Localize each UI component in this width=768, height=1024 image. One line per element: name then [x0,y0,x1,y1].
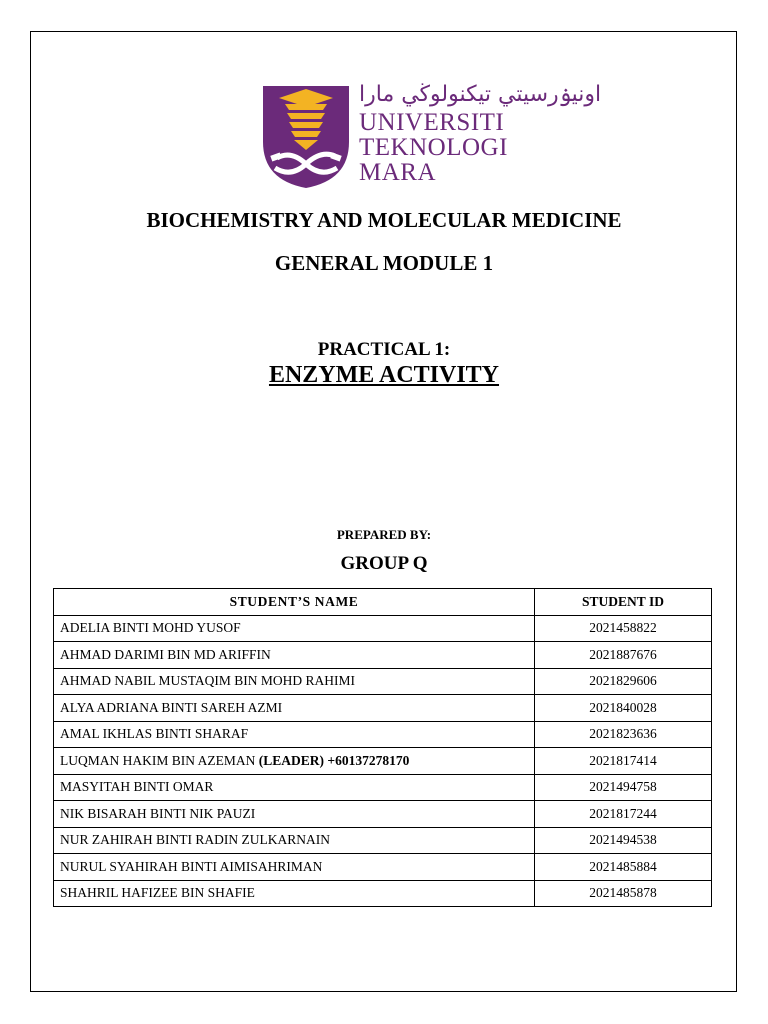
logo-wordmark [359,110,508,185]
student-name: AHMAD NABIL MUSTAQIM BIN MOHD RAHIMI [54,668,535,695]
column-header-name: STUDENT’S NAME [54,589,535,616]
practical-title [0,362,768,389]
student-id: 2021823636 [535,721,712,748]
student-name: AMAL IKHLAS BINTI SHARAF [54,721,535,748]
table-row [54,880,712,907]
student-table [53,588,712,907]
student-name: NIK BISARAH BINTI NIK PAUZI [54,801,535,828]
table-row [54,642,712,669]
student-name: ALYA ADRIANA BINTI SAREH AZMI [54,695,535,722]
student-name: MASYITAH BINTI OMAR [54,774,535,801]
university-logo [261,80,602,192]
prepared-by-label: PREPARED BY: [336,527,432,542]
group-name: GROUP Q [340,553,428,574]
student-name: LUQMAN HAKIM BIN AZEMAN [60,752,256,768]
course-title: BIOCHEMISTRY AND MOLECULAR MEDICINE [146,208,622,232]
logo-jawi-text: اونيۏرسيتي تيکنولوڬي مارا [359,82,602,107]
leader-contact: (LEADER) +60137278170 [258,752,410,768]
table-row [54,827,712,854]
uitm-crest-icon [261,80,351,190]
student-name: AHMAD DARIMI BIN MD ARIFFIN [54,642,535,669]
table-row-leader [54,748,712,775]
module-title: GENERAL MODULE 1 [274,251,494,275]
student-name: SHAHRIL HAFIZEE BIN SHAFIE [54,880,535,907]
student-id: 2021485884 [535,854,712,881]
logo-line-1: UNIVERSITI [359,109,505,136]
table-row [54,668,712,695]
student-name: NURUL SYAHIRAH BINTI AIMISAHRIMAN [54,854,535,881]
practical-title-text: ENZYME ACTIVITY [268,362,500,388]
table-header-row [54,589,712,616]
student-name-leader [54,748,535,775]
table-row [54,721,712,748]
student-id: 2021494538 [535,827,712,854]
student-id: 2021458822 [535,615,712,642]
student-id: 2021829606 [535,668,712,695]
student-id: 2021817244 [535,801,712,828]
student-id: 2021887676 [535,642,712,669]
column-header-id: STUDENT ID [535,589,712,616]
table-row [54,854,712,881]
student-id: 2021494758 [535,774,712,801]
student-name: NUR ZAHIRAH BINTI RADIN ZULKARNAIN [54,827,535,854]
table-row [54,615,712,642]
student-id: 2021485878 [535,880,712,907]
logo-line-3: MARA [359,159,437,186]
student-id: 2021817414 [535,748,712,775]
practical-number: PRACTICAL 1: [317,339,451,360]
table-row [54,774,712,801]
student-name: ADELIA BINTI MOHD YUSOF [54,615,535,642]
logo-line-2: TEKNOLOGI [359,134,508,161]
table-row [54,801,712,828]
student-id: 2021840028 [535,695,712,722]
table-row [54,695,712,722]
